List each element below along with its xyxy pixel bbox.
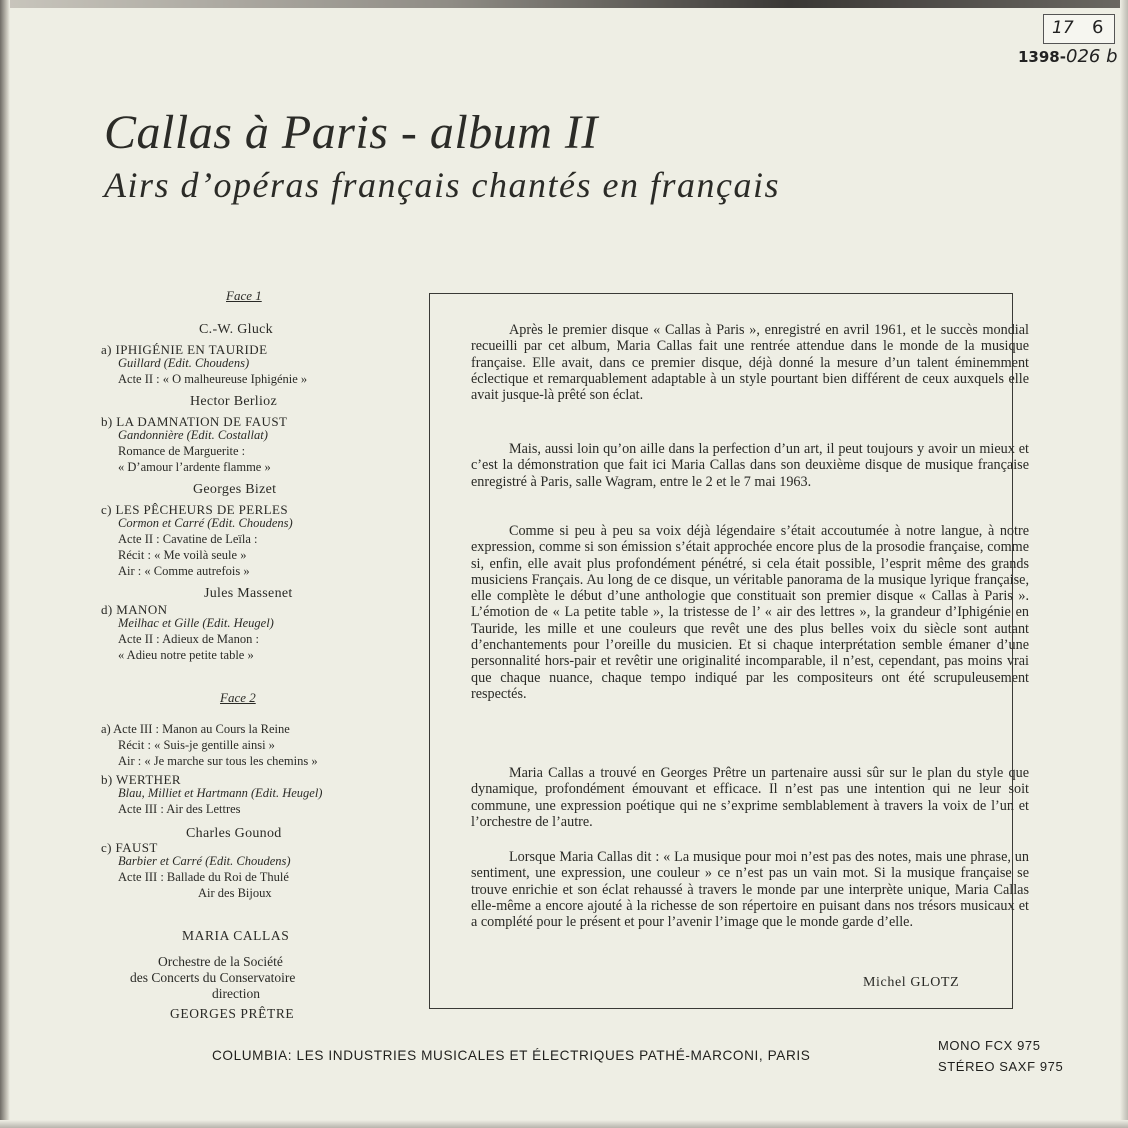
track-manon-cours-la-reine: a) Acte III : Manon au Cours la Reine: [101, 722, 290, 736]
track-manon-recit: Récit : « Suis-je gentille ainsi »: [118, 738, 275, 752]
catalog-number-mono: MONO FCX 975: [938, 1038, 1041, 1053]
track-manon: d) MANON: [101, 602, 168, 617]
track-iphigenie: a) IPHIGÉNIE EN TAURIDE: [101, 342, 268, 357]
track-pecheurs-de-perles: c) LES PÊCHEURS DE PERLES: [101, 502, 288, 517]
stamp-catalog-prefix: 1398-: [1018, 48, 1066, 66]
face-1-heading: Face 1: [226, 288, 262, 303]
composer-gounod: Charles Gounod: [186, 826, 282, 841]
composer-bizet: Georges Bizet: [193, 482, 277, 497]
liner-notes-paragraph-5: Lorsque Maria Callas dit : « La musique pour moi n’est pas des notes, mais une phrase, un sentiment, une expression, une couleur » ce n’est pas un vain mot. Si la musique française se trouve enrichie et son éclat rehaussé à travers le monde par une interprète unique, Maria Callas elle-même a encore ajouté à la richesse de son répertoire en puisant dans nos trésors musicaux et a complété pour le présent et pour l’avenir l’image que le monde garde d’elle.: [471, 849, 1029, 931]
track-faust-authors: Barbier et Carré (Edit. Choudens): [118, 854, 291, 868]
track-faust: c) FAUST: [101, 840, 158, 855]
track-werther-authors: Blau, Milliet et Hartmann (Edit. Heugel): [118, 786, 323, 800]
track-manon-line-2: « Adieu notre petite table »: [118, 648, 254, 662]
face-2-heading: Face 2: [220, 690, 256, 705]
sleeve-bottom-edge: [0, 1120, 1128, 1128]
composer-gluck: C.-W. Gluck: [199, 322, 273, 337]
track-damnation-line-1: Romance de Marguerite :: [118, 444, 246, 458]
track-pecheurs-line-2: Récit : « Me voilà seule »: [118, 548, 247, 562]
composer-berlioz: Hector Berlioz: [190, 394, 277, 409]
label-publisher-line: COLUMBIA: LES INDUSTRIES MUSICALES ET ÉLECTRIQUES PATHÉ-MARCONI, PARIS: [212, 1048, 811, 1063]
sleeve-right-edge: [1120, 0, 1128, 1128]
stamp-number-top-right: 6: [1092, 17, 1104, 38]
track-pecheurs-authors: Cormon et Carré (Edit. Choudens): [118, 516, 293, 530]
track-damnation-de-faust: b) LA DAMNATION DE FAUST: [101, 414, 288, 429]
track-werther: b) WERTHER: [101, 772, 181, 787]
track-pecheurs-line-3: Air : « Comme autrefois »: [118, 564, 250, 578]
credit-direction: direction: [212, 986, 260, 1001]
album-subtitle: Airs d’opéras français chantés en français: [104, 165, 780, 205]
credit-conductor: GEORGES PRÊTRE: [170, 1006, 295, 1021]
liner-notes-paragraph-4: Maria Callas a trouvé en Georges Prêtre un partenaire aussi sûr sur le plan du style que dynamique, profondément émouvant et efficace. Il n’est pas une intention qui ne leur soit commune, une expression poétique qui ne s’exprime semblablement à travers la voix de l’un et l’orchestre de l’autre.: [471, 765, 1029, 830]
track-manon-line-1: Acte II : Adieux de Manon :: [118, 632, 259, 646]
stamp-number-top: 17: [1052, 18, 1074, 38]
stamp-catalog-suffix: 026 b: [1066, 46, 1118, 67]
liner-notes-paragraph-2: Mais, aussi loin qu’on aille dans la perfection d’un art, il peut toujours y avoir un mieux et c’est la démonstration que fait ici Maria Callas dans son deuxième disque de musique française enregistré à Paris, salle Wagram, entre le 2 et le 7 mai 1963.: [471, 441, 1029, 490]
track-damnation-line-2: « D’amour l’ardente flamme »: [118, 460, 271, 474]
catalog-number-stereo: STÉREO SAXF 975: [938, 1059, 1064, 1074]
track-damnation-authors: Gandonnière (Edit. Costallat): [118, 428, 268, 442]
track-iphigenie-authors: Guillard (Edit. Choudens): [118, 356, 250, 370]
track-faust-line-1: Acte III : Ballade du Roi de Thulé: [118, 870, 289, 884]
track-faust-line-2: Air des Bijoux: [198, 886, 272, 900]
credit-orchestra-line-2: des Concerts du Conservatoire: [130, 970, 296, 985]
track-manon-authors: Meilhac et Gille (Edit. Heugel): [118, 616, 274, 630]
track-iphigenie-air: Acte II : « O malheureuse Iphigénie »: [118, 372, 308, 386]
sleeve-left-edge: [0, 0, 10, 1128]
track-pecheurs-line-1: Acte II : Cavatine de Leïla :: [118, 532, 258, 546]
liner-notes-signature: Michel GLOTZ: [863, 975, 960, 990]
credit-orchestra-line-1: Orchestre de la Société: [158, 954, 283, 969]
liner-notes-paragraph-3: Comme si peu à peu sa voix déjà légendaire s’était accoutumée à notre langue, à notre expression, comme si son émission s’était approchée encore plus de la prosodie française, comme si, enfin, elle avait plus profondément pénétré, si cela était possible, l’esprit même des grands musiciens Français. Au long de ce disque, un véritable panorama de la musique lyrique française, elle complète le début d’une anthologie que constituait son premier disque « Callas à Paris ». L’émotion de « La petite table », la tristesse de l’ « air des lettres », la grandeur d’Iphigénie en Tauride, les mille et une couleurs que revêt une des plus belles voix du siècle sont autant d’enchantements pour l’oreille du musicien. Et si chaque interprétation semble émaner d’une personnalité hors-pair et revêtir une originalité incomparable, il n’est, cependant, pas moins vrai que chaque nuance, chaque tempo indiqué par les compositeurs ont été scrupuleusement respectés.: [471, 523, 1029, 702]
album-title: Callas à Paris - album II: [104, 106, 598, 159]
composer-massenet: Jules Massenet: [204, 586, 293, 601]
sleeve-top-edge: [0, 0, 1128, 8]
liner-notes-paragraph-1: Après le premier disque « Callas à Paris », enregistré en avril 1961, et le succès mondial recueilli par cet album, Maria Callas fait une rentrée attendue dans le monde de la musique française. Elle avait, dans ce premier disque, déjà donné la mesure d’un talent éminemment éclectique et remarquablement adaptable à un style pourtant bien différent de ceux auxquels elle avait jusque-là prêté son éclat.: [471, 322, 1029, 404]
credit-singer: MARIA CALLAS: [182, 928, 290, 943]
track-werther-line-1: Acte III : Air des Lettres: [118, 802, 241, 816]
track-manon-air: Air : « Je marche sur tous les chemins »: [118, 754, 318, 768]
